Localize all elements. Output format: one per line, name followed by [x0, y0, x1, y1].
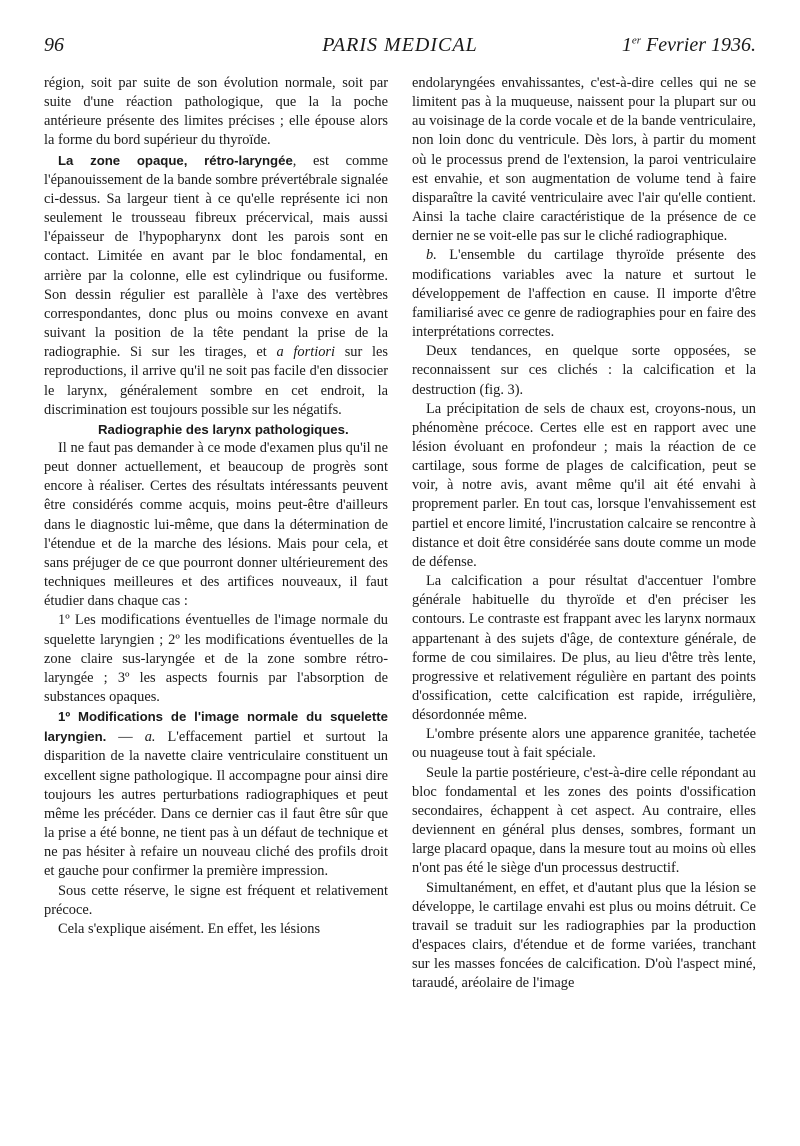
run-in-heading: 1º Modifications de l'image normale du squelette laryngien.: [44, 709, 388, 745]
issue-date-day: 1: [621, 34, 632, 56]
issue-date: [622, 34, 756, 57]
paragraph: La calcification a pour résultat d'accentuer l'ombre générale habituelle du thyroïde et d'en préciser les contours. Le contraste est frappant avec les larynx normaux appartenant à des sujets d'âge, de contexture générale, de forme de cou similaires. De plus, au lieu d'être très lente, progressive et relativement régulière en partant des points d'ossification, cette calcification est rapide, irrégulière, désordonnée même.: [412, 573, 756, 724]
issue-date-ordinal: er: [631, 34, 642, 47]
paragraph: Deux tendances, en quelque sorte opposées, se reconnaissent sur ces clichés : la calcification et la destruction (fig. 3).: [412, 343, 756, 398]
paragraph: Il ne faut pas demander à ce mode d'examen plus qu'il ne peut donner actuellement, et beaucoup de progrès sont encore à réaliser. Certes des résultats intéressants peuvent être considérés comme acquis, moins peut-être d'ailleurs dans le diagnostic lui-même, que dans la détermination de l'étendue et de la marche des lésions. Mais pour cela, et sans préjuger de ce que pourront donner ultérieurement des techniques meilleures et des artifices nouveaux, il faut étudier dans chaque cas :: [44, 439, 388, 610]
paragraph: b. L'ensemble du cartilage thyroïde présente des modifications variables avec la nature et surtout le développement de l'affection en cause. Il importe d'être familiarisé avec ce genre de radiographies pour en faire des interprétations correctes.: [412, 247, 756, 341]
paragraph: Seule la partie postérieure, c'est-à-dire celle répondant au bloc fondamental et les zones des points d'ossification secondaires, échappent à cet aspect. Au contraire, elles deviennent en général plus denses, sombres, formant un large placard opaque, dans la mesure tout au moins où elles n'ont pas été le siège d'un processus destructif.: [412, 764, 756, 877]
issue-date-rest: Fevrier 1936.: [646, 34, 756, 56]
paragraph: La précipitation de sels de chaux est, croyons-nous, un phénomène précoce. Certes elle est en rapport avec une lésion évoluant en profondeur ; mais la réaction de ce cartilage, sous forme de plages de calcification, peut se voir, à notre avis, avant même qu'il ait été envahi à proprement parler. En tout cas, lorsque l'envahissement est partiel et encore limité, l'incrustation calcaire se rencontre à distance et doit être considérée sans doute comme un mode de défense.: [412, 400, 756, 570]
run-in-heading: La zone opaque, rétro-laryngée: [58, 152, 293, 168]
paragraph: Simultanément, en effet, et d'autant plus que la lésion se développe, le cartilage envahi est plus ou moins détruit. Ce travail se traduit sur les radiographies par la production d'espaces clairs, d'étendue et de forme variées, tranchant sur les masses foncées de calcification. D'où l'aspect miné, taraudé, aréolaire de l'image: [412, 879, 756, 992]
left-column: [44, 74, 388, 939]
paragraph: Sous cette réserve, le signe est fréquent et relativement précoce.: [44, 882, 388, 918]
right-column: [412, 74, 756, 994]
paragraph: Cela s'explique aisément. En effet, les lésions: [58, 920, 321, 937]
paragraph: 1º Les modifications éventuelles de l'image normale du squelette laryngien ; 2º les modifications éventuelles de la zone claire sus-laryngée et de la zone sombre rétro-laryngée ; 3º les aspects fournis par l'absorption de substances opaques.: [44, 612, 388, 705]
paragraph: L'ombre présente alors une apparence granitée, tachetée ou nuageuse tout à fait spéciale.: [412, 726, 756, 762]
running-header: [44, 34, 756, 64]
paragraph: région, soit par suite de son évolution normale, soit par suite d'une réaction pathologique, que la la poche antérieure présente des limites précises ; elle épouse alors la forme du bord supérieur du thyroïde.: [44, 75, 388, 149]
paragraph: La zone opaque, rétro-laryngée, est comme l'épanouissement de la bande sombre prévertébrale signalée ci-dessus. Sa largeur tient à ce qu'elle représente ici non seulement le trousseau fibreux précervical, mais aussi l'épaisseur de l'hypopharynx dont les parois sont en contact. Limitée en avant par le bloc fondamental, en arrière par la colonne, elle est cylindrique ou fusiforme. Son dessin régulier est parallèle à l'axe des vertèbres correspondantes, donc plus ou moins convexe en avant suivant la position de la tête pendant la prise de la radiographie. Si sur les tirages, et a fortiori sur les reproductions, il arrive qu'il ne soit pas facile d'en dissocier le larynx, généralement sombre en cet endroit, la discrimination est toujours possible sur les négatifs.: [44, 152, 388, 418]
paragraph: endolaryngées envahissantes, c'est-à-dire celles qui ne se limitent pas à la muqueuse, naissent pour la plupart sur ou au voisinage de la corde vocale et de la bande ventriculaire, non loin donc du ventricule. Dès lors, à partir du moment où le processus prend de l'extension, la paroi ventriculaire est envahie, et son augmentation de volume tend à faire disparaître la cavité ventriculaire avec l'air qu'elle contient. Ainsi la tache claire caractéristique de la présence de ce dernier ne se voit-elle pas sur le cliché radiographique.: [412, 75, 756, 245]
journal-title: PARIS MEDICAL: [322, 34, 478, 56]
paragraph: 1º Modifications de l'image normale du squelette laryngien. — a. L'effacement partiel et surtout la disparition de la navette claire ventriculaire constituent un excellent signe pathologique. Il accompagne pour ainsi dire toujours les autres perturbations radiographiques et peut même les précéder. Dans ce dernier cas il faut être sûr que la prise a été bonne, ne tient pas à un défaut de technique et ne pas hésiter à refaire un nouveau cliché des profils droit et gauche pour confirmer la première impression.: [44, 709, 388, 880]
page-number: 96: [44, 34, 64, 56]
section-heading: Radiographie des larynx pathologiques.: [98, 421, 349, 437]
